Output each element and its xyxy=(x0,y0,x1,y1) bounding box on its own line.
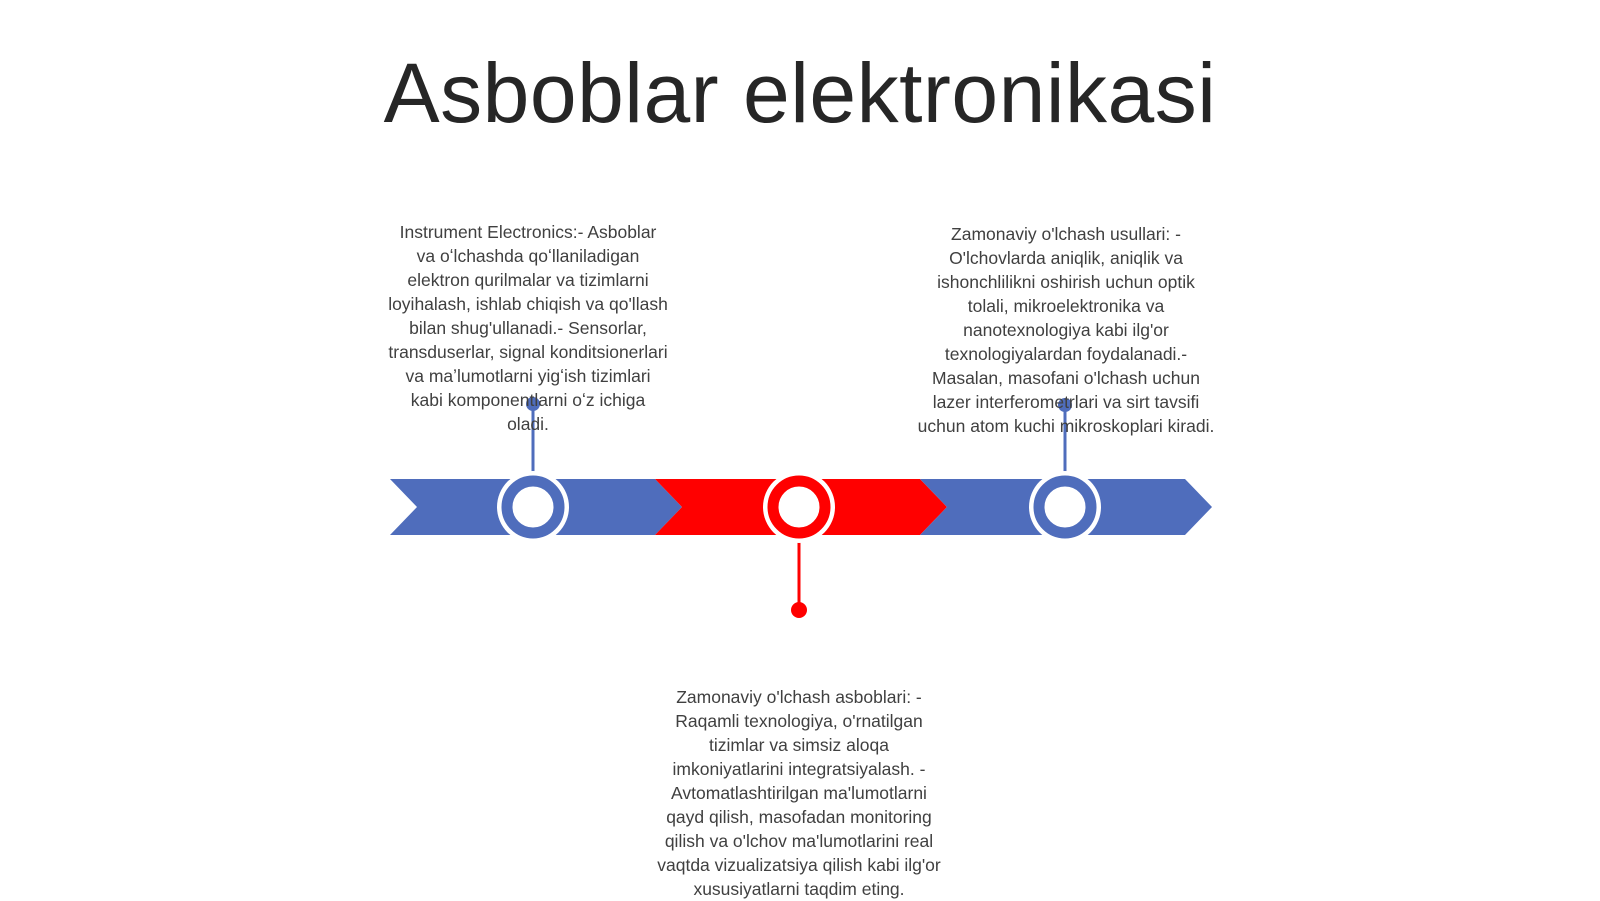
milestone-node-2 xyxy=(773,481,825,533)
connector-dot-2 xyxy=(791,602,807,618)
milestone-node-1 xyxy=(507,481,559,533)
timeline-note-instrument-electronics: Instrument Electronics:- Asboblar va oʻlchashda qoʻllaniladigan elektron qurilmalar va tizimlarni loyihalash, ishlab chiqish va qo'llash bilan shug'ullanadi.- Sensorlar, transduserlar, signal konditsionerlari va maʼlumotlarni yigʻish tizimlari kabi komponentlarni oʻz ichiga oladi. xyxy=(388,222,668,434)
slide-title: Asboblar elektronikasi xyxy=(383,46,1217,140)
milestone-node-3 xyxy=(1039,481,1091,533)
timeline-note-measurement-methods: Zamonaviy o'lchash usullari: - O'lchovlarda aniqlik, aniqlik va ishonchlilikni oshirish uchun optik tolali, mikroelektronika va nanotexnologiya kabi ilg'or texnologiyalardan foydalanadi.- Masalan, masofani o'lchash uchun lazer interferometrlari va sirt tavsifi uchun atom kuchi mikroskoplari kiradi. xyxy=(917,224,1215,436)
timeline-note-measuring-instruments: Zamonaviy o'lchash asboblari: - Raqamli texnologiya, o'rnatilgan tizimlar va simsiz aloqa imkoniyatlarini integratsiyalash. - Avtomatlashtirilgan ma'lumotlarni qayd qilish, masofadan monitoring qilish va o'lchov ma'lumotlarini real vaqtda vizualizatsiya qilish kabi ilg'or xususiyatlarni taqdim eting. xyxy=(657,687,941,899)
